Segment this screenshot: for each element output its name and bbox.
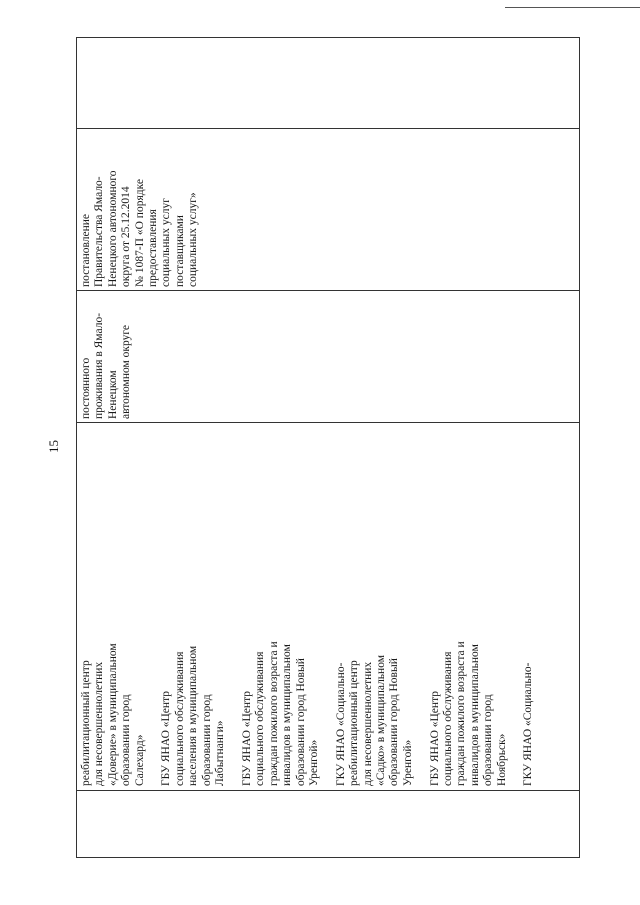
institution-line: социального обслуживания (441, 651, 454, 786)
institution-line: образовании город Новый (388, 658, 401, 786)
institution-line: населения в муниципальном (187, 645, 200, 786)
institution-line: ГКУ ЯНАО «Социально- (334, 662, 347, 786)
institution-line: граждан пожилого возраста и (455, 641, 468, 786)
legal-basis-line: № 1087-П «О порядке (133, 179, 146, 287)
table-border-bottom (76, 857, 580, 858)
legal-basis-line: Ненецкого автономного (106, 170, 119, 287)
institution-line: граждан пожилого возраста и (267, 641, 280, 786)
legal-basis-line: поставщиками (173, 215, 186, 287)
residence-line: Ненецком (106, 370, 119, 419)
table-row-line (76, 290, 580, 291)
legal-basis-line: Правительства Ямало- (93, 176, 106, 287)
legal-basis-lines (80, 170, 201, 287)
institution-line: ГБУ ЯНАО «Центр (160, 691, 173, 786)
institution-line: «Садко» в муниципальном (374, 654, 387, 786)
legal-basis-line: социальных услуг (160, 198, 173, 287)
institution-line: социального обслуживания (254, 651, 267, 786)
cell-legal-basis (80, 170, 201, 287)
institutions-lines (80, 641, 536, 786)
institution-line: инвалидов в муниципальном (281, 644, 294, 786)
table-row-line (76, 422, 580, 423)
institution-line: реабилитационный центр (348, 660, 361, 786)
institution-line: Лабытнанги» (214, 720, 227, 786)
residence-lines (80, 313, 134, 419)
table-border-left (76, 37, 77, 857)
institution-line: образовании город (200, 694, 213, 786)
institution-line: образовании город (120, 694, 133, 786)
institution-line: инвалидов в муниципальном (468, 644, 481, 786)
institution-line: для несовершеннолетних (361, 661, 374, 786)
institution-line: образовании город (482, 694, 495, 786)
institution-line: Салехард» (133, 734, 146, 786)
table-row-line (76, 790, 580, 791)
cell-institutions (80, 641, 536, 786)
institution-line: для несовершеннолетних (93, 661, 106, 786)
institution-line: Уренгой» (307, 739, 320, 786)
institution-line (321, 641, 334, 786)
institution-line: реабилитационный центр (80, 660, 92, 786)
institution-line: «Доверие» в муниципальном (106, 643, 119, 786)
institution-line: Ноябрьск» (495, 733, 508, 786)
table-row-line (76, 128, 580, 129)
residence-line: постоянного (80, 357, 92, 419)
legal-basis-line: постановление (80, 213, 92, 287)
institution-line (509, 641, 522, 786)
institution-line (415, 641, 428, 786)
page-number: 15 (46, 440, 61, 453)
institution-line (227, 641, 240, 786)
residence-line: проживания в Ямало- (93, 312, 106, 419)
residence-line: автономном округе (120, 324, 133, 419)
legal-basis-line: социальных услуг» (187, 192, 200, 287)
top-edge-rule (505, 7, 640, 8)
institution-line: ГБУ ЯНАО «Центр (240, 691, 253, 786)
institution-line (147, 641, 160, 786)
table-border-top (76, 37, 580, 38)
cell-residence (80, 313, 134, 419)
table-border-right (579, 37, 580, 857)
legal-basis-line: округа от 25.12.2014 (120, 186, 133, 287)
institution-line: социального обслуживания (173, 651, 186, 786)
institution-line: ГКУ ЯНАО «Социально- (522, 662, 535, 786)
legal-basis-line: предоставления (147, 209, 160, 287)
institution-line: образовании город Новый (294, 658, 307, 786)
institution-line: ГБУ ЯНАО «Центр (428, 691, 441, 786)
institution-line: Уренгой» (401, 739, 414, 786)
